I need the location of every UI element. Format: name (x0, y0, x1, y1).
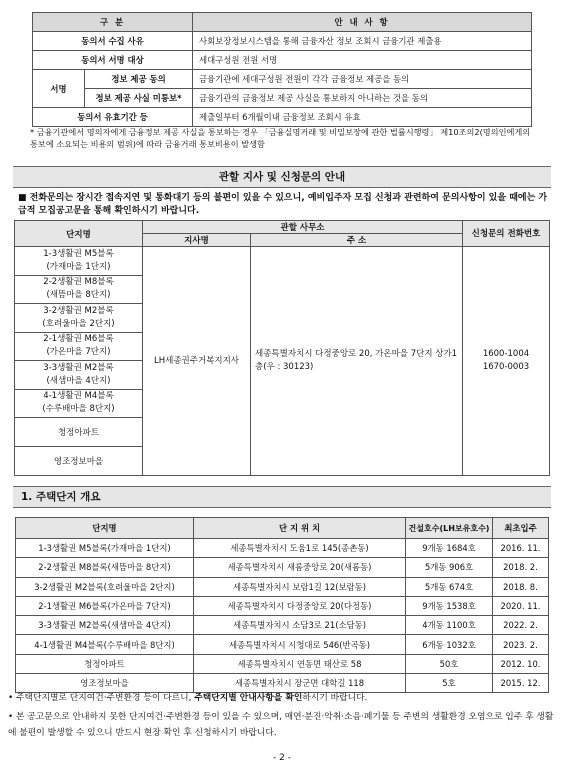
consent-header-row (33, 13, 532, 32)
complex-name-cell: 1-3생활권 M5블록(가재마을 1단지) (16, 539, 194, 558)
office-header-row (15, 221, 550, 234)
complex-header-row: 단지명 단 지 위 치 건설호수(LH보유호수) 최초입주 (16, 518, 549, 539)
office-branch-cell: LH세종권주거복지지사 (143, 247, 251, 476)
office-header-address: 주 소 (251, 234, 463, 247)
complex-units-cell: 9개동 1538호 (406, 596, 493, 615)
complex-units-cell: 6개동 1032호 (406, 635, 493, 654)
office-complex-cell: 1-3생활권 M5블록 (가재마을 1단지) (15, 247, 143, 276)
consent-header-info: 안 내 사 항 (193, 13, 532, 32)
complex-name-cell: 3-2생활권 M2블록(호려울마을 2단지) (16, 577, 194, 596)
complex-row (16, 635, 549, 654)
office-intro-text: ■ 전화문의는 장시간 접속지연 및 통화대기 등의 불편이 있을 수 있으니, 예비입주자 모집 신청과 관련하여 문의사항이 있을 때에는 가급적 모집공고문을 통해 확인하시기 바랍니다. (18, 193, 548, 216)
complex-units-cell: 5개동 674호 (406, 577, 493, 596)
office-complex-cell: 2-2생활권 M8블록 (새뜸마을 8단지) (15, 275, 143, 304)
consent-table (32, 12, 532, 127)
complex-name-cell: 2-1생활권 M6블록(가온마을 7단지) (16, 596, 194, 615)
complex-movein-cell: 2016. 11. (493, 539, 549, 558)
complex-units-cell: 4개동 1100호 (406, 616, 493, 635)
office-complex-cell: 청정아파트 (15, 418, 143, 447)
office-header-office: 관할 사무소 (143, 221, 463, 234)
consent-row: 동의서 서명 대상 세대구성원 전원 서명 (33, 51, 532, 70)
complex-movein-cell: 2020. 11. (493, 596, 549, 615)
complex-row (16, 596, 549, 615)
consent-row: 동의서 유효기간 등 제출일부터 6개월이내 금융정보 조회시 유효 (33, 108, 532, 127)
office-complex-cell: 3-2생활권 M2블록 (호려울마을 2단지) (15, 304, 143, 333)
complex-movein-cell: 2022. 2. (493, 616, 549, 635)
office-table (14, 220, 550, 476)
office-header-complex: 단지명 (15, 221, 143, 247)
office-header-phone: 신청문의 전화번호 (463, 221, 550, 247)
office-address-cell: 세종특별자치시 다정중앙로 20, 가온마을 7단지 상가1층(우 : 30123) (251, 247, 463, 476)
office-section-title: 관할 지사 및 신청문의 안내 (13, 166, 551, 188)
consent-row: 서명 정보 제공 동의 금융기관에 세대구성원 전원이 각각 금융정보 제공을 동의 (33, 70, 532, 89)
complex-units-cell: 9개동 1684호 (406, 539, 493, 558)
bullet-note-1: • 주택단지별로 단지여건·주변환경 등이 다르니, 주택단지별 안내사항을 확인하시기 바랍니다. (8, 693, 368, 703)
page-number: - 2 - (273, 753, 291, 763)
consent-header-category: 구 분 (33, 13, 193, 32)
complex-name-cell: 2-2생활권 M8블록(새뜸마을 8단지) (16, 558, 194, 577)
consent-group-label: 서명 (33, 70, 85, 108)
complex-movein-cell: 2018. 2. (493, 558, 549, 577)
consent-row: 정보 제공 사실 미통보* 금융기관의 금융정보 제공 사실을 통보하지 아니하는 것을 동의 (33, 89, 532, 108)
consent-row: 동의서 수집 사유 사회보장정보시스템을 통해 금융자산 정보 조회시 금융기관 제출용 (33, 32, 532, 51)
office-row (15, 247, 550, 276)
complex-movein-cell: 2023. 2. (493, 635, 549, 654)
office-complex-cell: 영조정보마을 (15, 447, 143, 476)
complex-location-cell: 세종특별자치시 도움1로 145(종촌동) (194, 539, 406, 558)
complex-name-cell: 청정아파트 (16, 654, 194, 673)
complex-movein-cell: 2012. 10. (493, 654, 549, 673)
complex-row (16, 558, 549, 577)
phone-number: 1600-1004 (482, 349, 530, 359)
complex-location-cell: 세종특별자치시 다정중앙로 20(다정동) (194, 596, 406, 615)
complex-location-cell: 세종특별자치시 소담3로 21(소담동) (194, 616, 406, 635)
complex-units-cell: 50호 (406, 654, 493, 673)
complex-table (15, 517, 549, 693)
complex-location-cell: 세종특별자치시 보람1길 12(보람동) (194, 577, 406, 596)
phone-number: 1670-0003 (482, 362, 530, 372)
complex-row (16, 616, 549, 635)
complex-movein-cell: 2018. 8. (493, 577, 549, 596)
complex-row (16, 654, 549, 673)
complex-units-cell: 5호 (406, 674, 493, 693)
bullet-note-2: • 본 공고문으로 안내하지 못한 단지여건·주변환경 등이 있을 수 있으며, 매연·분진·악취·소음·폐기물 등 주변의 생활환경 오염으로 입주 후 생활에 불편이 발생할 수 있으니 반드시 현장 확인 후 신청하시기 바랍니다. (8, 712, 554, 738)
complex-row (16, 539, 549, 558)
office-complex-cell: 3-3생활권 M2블록 (새샘마을 4단지) (15, 361, 143, 390)
complex-name-cell: 영조정보마을 (16, 674, 194, 693)
complex-row (16, 577, 549, 596)
complex-table-body (16, 539, 549, 693)
complex-location-cell: 세종특별자치시 시청대로 546(반곡동) (194, 635, 406, 654)
complex-location-cell: 세종특별자치시 연동면 태산로 58 (194, 654, 406, 673)
complex-name-cell: 4-1생활권 M4블록(수루배마을 8단지) (16, 635, 194, 654)
complex-section-title: 1. 주택단지 개요 (13, 486, 551, 508)
office-complex-cell: 2-1생활권 M6블록 (가온마을 7단지) (15, 332, 143, 361)
office-phone-cell (463, 247, 550, 476)
consent-footnote: * 금융기관에서 명의자에게 금융정보 제공 사실을 통보하는 경우 「금융실명거래 및 비밀보장에 관한 법률시행령」 제10조의2(명의인에게의 통보에 소요되는 비용의 범위)에 따라 금융거래 통보비용이 발생함 (30, 127, 531, 149)
complex-units-cell: 5개동 906호 (406, 558, 493, 577)
complex-location-cell: 세종특별자치시 장군면 대학길 118 (194, 674, 406, 693)
complex-name-cell: 3-3생활권 M2블록(새샘마을 4단지) (16, 616, 194, 635)
complex-location-cell: 세종특별자치시 새롬중앙로 20(새롬동) (194, 558, 406, 577)
office-complex-cell: 4-1생활권 M4블록 (수루배마을 8단지) (15, 389, 143, 418)
complex-movein-cell: 2015. 12. (493, 674, 549, 693)
office-header-branch: 지사명 (143, 234, 251, 247)
